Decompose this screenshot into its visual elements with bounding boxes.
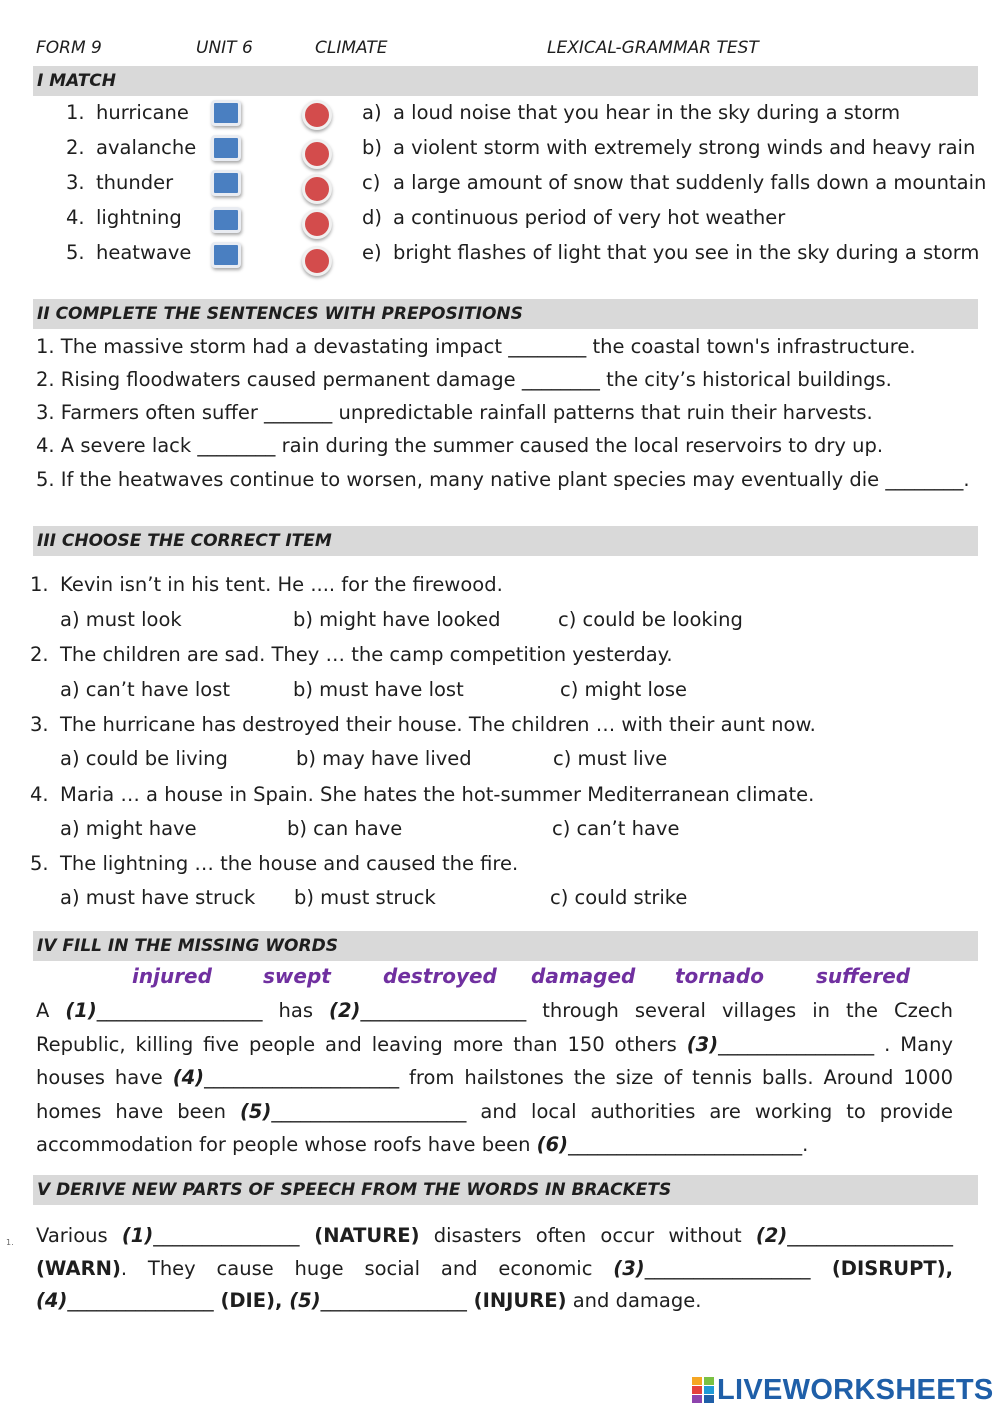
option-b[interactable]: b) may have lived [296, 747, 472, 770]
question-number: 1. [30, 573, 49, 596]
match-number: 5. [66, 241, 85, 264]
definition-letter: b) [362, 136, 382, 159]
gap-number: (4) [36, 1289, 68, 1312]
gap-blank[interactable]: ________________ [718, 1032, 875, 1056]
option-b[interactable]: b) must struck [294, 886, 436, 909]
question-text: The children are sad. They … the camp competition yesterday. [60, 643, 673, 666]
gap-blank[interactable]: _______________ [320, 1289, 467, 1312]
option-c[interactable]: c) could strike [550, 886, 688, 909]
gap-blank[interactable]: ____________________ [271, 1099, 467, 1123]
drop-target-dot[interactable] [302, 100, 332, 130]
drop-target-dot[interactable] [302, 246, 332, 276]
drag-handle-square[interactable] [211, 242, 241, 268]
option-c[interactable]: c) must live [553, 747, 668, 770]
gap-blank[interactable]: _________________ [360, 999, 527, 1022]
text-run: . Many houses have [36, 1032, 953, 1089]
drop-target-dot[interactable] [302, 209, 332, 239]
gap-blank[interactable]: ____________________ [204, 1066, 400, 1089]
definition-letter: e) [362, 241, 382, 264]
definition-text: a violent storm with extremely strong winds and heavy rain [393, 136, 976, 159]
logo-text: LIVEWORKSHEETS [717, 1373, 994, 1406]
definition-text: a loud noise that you hear in the sky during a storm [393, 101, 901, 124]
match-word: lightning [96, 206, 182, 229]
liveworksheets-logo [692, 1374, 994, 1406]
keyword: (DISRUPT), [810, 1256, 954, 1280]
text-run: and damage. [566, 1289, 702, 1312]
drag-handle-square[interactable] [211, 170, 241, 196]
definition-text: a large amount of snow that suddenly falls down a mountain [393, 171, 987, 194]
preposition-sentence: 2. Rising floodwaters caused permanent damage ________ the city’s historical buildings. [36, 368, 892, 391]
form-label: FORM 9 [36, 38, 102, 58]
fill-paragraph [36, 994, 953, 1162]
gap-number: (2) [329, 999, 361, 1022]
gap-number: (1) [65, 999, 97, 1022]
match-word: heatwave [96, 241, 192, 264]
section-4-heading: IV FILL IN THE MISSING WORDS [33, 931, 978, 961]
option-b[interactable]: b) can have [287, 817, 403, 840]
definition-text: bright flashes of light that you see in the sky during a storm [393, 241, 980, 264]
match-number: 3. [66, 171, 85, 194]
topic-label: CLIMATE [315, 38, 388, 58]
gap-blank[interactable]: _________________ [644, 1256, 811, 1280]
section-5-heading: V DERIVE NEW PARTS OF SPEECH FROM THE WORDS IN BRACKETS [33, 1175, 978, 1205]
option-a[interactable]: a) must have struck [60, 886, 256, 909]
drag-handle-square[interactable] [211, 100, 241, 126]
question-text: The hurricane has destroyed their house. The children … with their aunt now. [60, 713, 816, 736]
worksheet-header [0, 38, 1000, 62]
test-label: LEXICAL-GRAMMAR TEST [547, 38, 759, 58]
option-c[interactable]: c) can’t have [552, 817, 680, 840]
match-number: 4. [66, 206, 85, 229]
section-3-heading: III CHOOSE THE CORRECT ITEM [33, 526, 978, 556]
text-run: Various [36, 1224, 122, 1247]
gap-blank[interactable]: _______________ [153, 1224, 300, 1247]
section-2-heading: II COMPLETE THE SENTENCES WITH PREPOSITIONS [33, 299, 978, 329]
text-run: A [36, 999, 66, 1022]
question-text: The lightning … the house and caused the fire. [60, 852, 519, 875]
gap-blank[interactable]: ________________________ [568, 1133, 803, 1156]
text-run: and local authorities are working to provide accommodation for people whose roofs have been [36, 1099, 953, 1156]
section-1-heading: I MATCH [33, 66, 978, 96]
gap-number: (3) [613, 1256, 645, 1280]
logo-mark-icon [692, 1377, 714, 1403]
wordbox-word: injured [132, 964, 212, 988]
definition-letter: a) [362, 101, 382, 124]
drag-handle-square[interactable] [211, 135, 241, 161]
preposition-sentence: 4. A severe lack ________ rain during the summer caused the local reservoirs to dry up. [36, 434, 884, 457]
gap-blank[interactable]: _________________ [787, 1224, 954, 1247]
wordbox-word: suffered [816, 964, 911, 988]
gap-number: (2) [755, 1224, 788, 1247]
question-text: Maria … a house in Spain. She hates the hot-summer Mediterranean climate. [60, 783, 815, 806]
wordbox-word: tornado [675, 964, 764, 988]
wordbox-word: swept [263, 964, 331, 988]
gap-number: (1) [121, 1224, 154, 1247]
wordbox-word: destroyed [383, 964, 497, 988]
text-run: through several villages in the Czech Republic, killing five people and leaving more than 150 others [36, 999, 953, 1056]
option-b[interactable]: b) must have lost [293, 678, 464, 701]
drop-target-dot[interactable] [302, 174, 332, 204]
match-number: 1. [66, 101, 85, 124]
definition-text: a continuous period of very hot weather [393, 206, 786, 229]
preposition-sentence: 5. If the heatwaves continue to worsen, many native plant species may eventually die ________. [36, 468, 970, 491]
text-run: from hailstones the size of tennis balls. Around 1000 homes have been [36, 1066, 953, 1123]
question-number: 3. [30, 713, 49, 736]
gap-blank[interactable]: _______________ [67, 1289, 214, 1312]
option-c[interactable]: c) might lose [560, 678, 688, 701]
derive-paragraph [36, 1220, 953, 1318]
option-a[interactable]: a) must look [60, 608, 182, 631]
text-run: . [802, 1133, 809, 1156]
gap-blank[interactable]: _________________ [96, 999, 263, 1022]
definition-letter: c) [362, 171, 381, 194]
preposition-sentence: 3. Farmers often suffer _______ unpredictable rainfall patterns that ruin their harvests. [36, 401, 873, 424]
question-number: 4. [30, 783, 49, 806]
match-number: 2. [66, 136, 85, 159]
text-run: disasters often occur without [419, 1224, 756, 1247]
definition-letter: d) [362, 206, 382, 229]
gap-number: (5) [289, 1289, 321, 1312]
text-run: has [262, 999, 330, 1022]
gap-number: (6) [536, 1133, 569, 1156]
match-word: hurricane [96, 101, 189, 124]
gap-number: (5) [239, 1099, 272, 1123]
option-c[interactable]: c) could be looking [558, 608, 743, 631]
gap-number: (4) [172, 1066, 205, 1089]
keyword: (NATURE) [299, 1224, 420, 1247]
wordbox-word: damaged [531, 964, 636, 988]
match-word: avalanche [96, 136, 197, 159]
match-word: thunder [96, 171, 174, 194]
keyword: (WARN) [36, 1256, 121, 1280]
question-text: Kevin isn’t in his tent. He .... for the firewood. [60, 573, 503, 596]
drop-target-dot[interactable] [302, 139, 332, 169]
preposition-sentence: 1. The massive storm had a devastating impact ________ the coastal town's infrastructure. [36, 335, 916, 358]
keyword: (INJURE) [466, 1289, 567, 1312]
drag-handle-square[interactable] [211, 207, 241, 233]
keyword: (DIE), [213, 1289, 290, 1312]
question-number: 5. [30, 852, 49, 875]
option-b[interactable]: b) might have looked [293, 608, 501, 631]
option-a[interactable]: a) could be living [60, 747, 228, 770]
text-run: . They cause huge social and economic [120, 1256, 614, 1280]
list-marker: 1. [6, 1238, 14, 1247]
question-number: 2. [30, 643, 49, 666]
option-a[interactable]: a) can’t have lost [60, 678, 231, 701]
gap-number: (3) [686, 1032, 719, 1056]
option-a[interactable]: a) might have [60, 817, 197, 840]
unit-label: UNIT 6 [196, 38, 253, 58]
